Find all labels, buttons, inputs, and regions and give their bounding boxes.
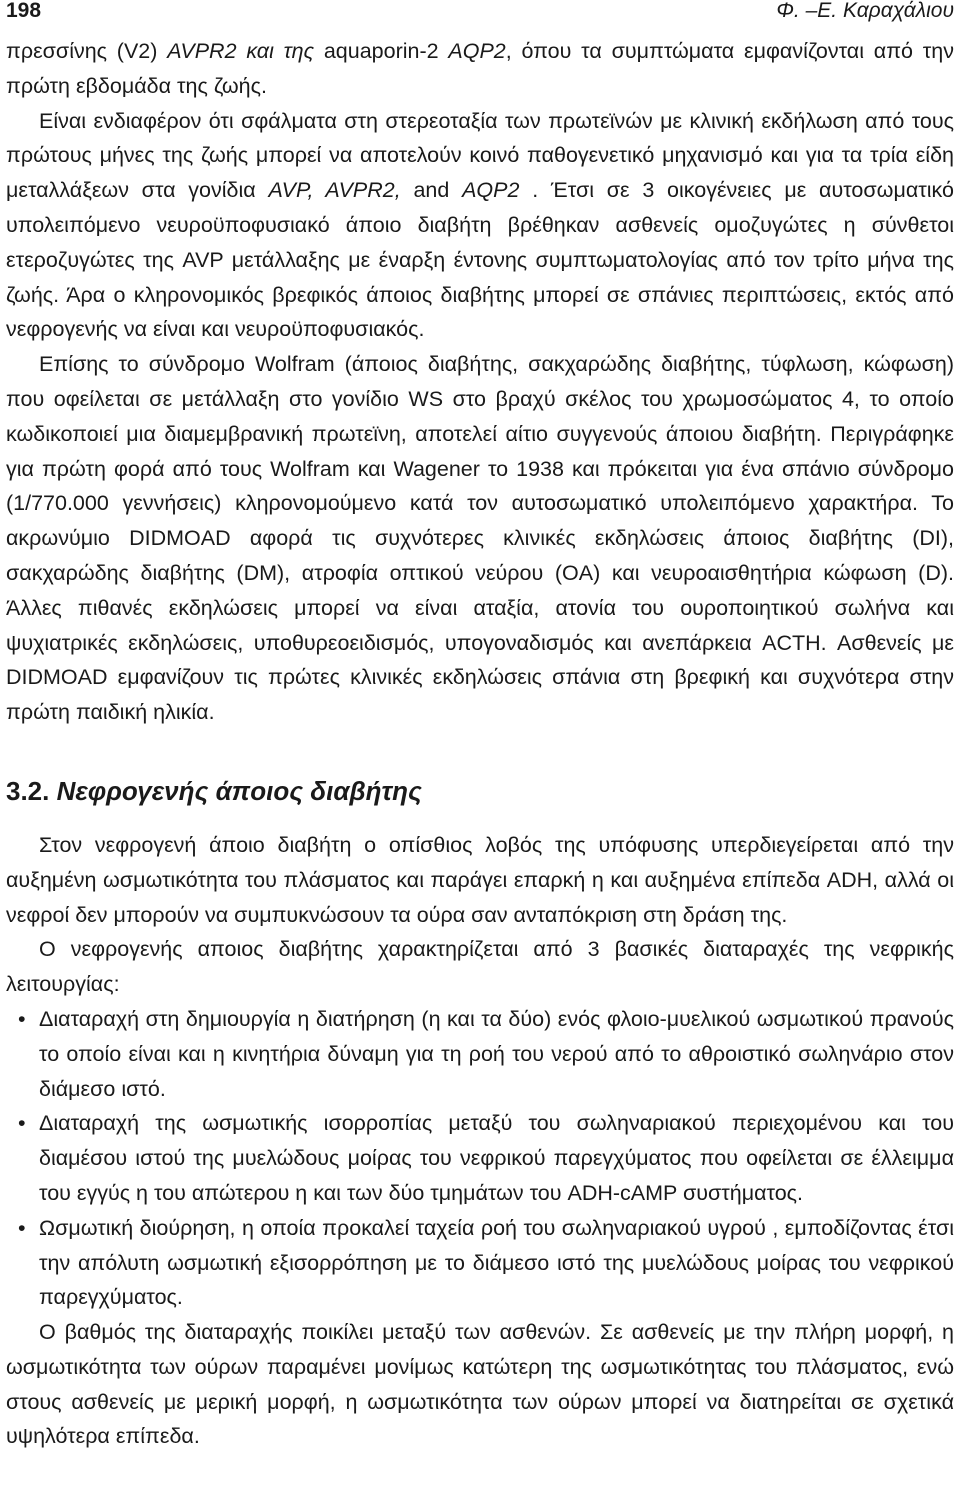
- text-segment: aquaporin-2: [314, 39, 449, 63]
- section-number: 3.2.: [6, 775, 50, 806]
- list-item-text: Διαταραχή στη δημιουργία η διατήρηση (η και τα δύο) ενός φλοιο-μυελικού ωσμωτικού πρανούς το οποίο είναι και η κινητήρια δύναμη για τη ροή του νερού από το αθροιστικό σωληνάριο στον διάμεσο ιστό.: [39, 1006, 954, 1101]
- section-heading: [6, 774, 954, 808]
- text-segment: . Έτσι σε 3 οικογένειες με αυτοσωματικό υπολειπόμενο νευροϋποφυσιακό άποιο διαβήτη βρέθηκαν ασθενείς ομοζυγώτες η σύνθετοι ετεροζυγώτες της AVP μετάλλαξης με έναρξη έντονης συμπτωματολογίας από τον τρίτο μήνα της ζωής. Άρα ο κληρονομικός βρεφικός άποιος διαβήτης μπορεί σε σπάνιες περιπτώσεις, εκτός από νεφρογενής να είναι και νευροϋποφυσιακός.: [6, 178, 954, 342]
- text-segment: Είναι ενδιαφέρον ότι σφάλματα στη στερεοταξία των πρωτεϊνών με κλινική εκδήλωση από τους πρώτους μήνες της ζωής μπορεί να αποτελούν κοινό παθογενετικό μηχανισμό και για τα τρία είδη μεταλλάξεων στα γονίδια: [6, 108, 954, 203]
- list-item: [6, 1002, 954, 1106]
- paragraph-section-lead: Ο νεφρογενής αποιος διαβήτης χαρακτηρίζεται από 3 βασικές διαταραχές της νεφρικής λειτουργίας:: [6, 937, 954, 997]
- body-text: [6, 34, 954, 1454]
- paragraph-continuation: [6, 34, 954, 104]
- running-head: [6, 0, 954, 34]
- text-segment: , όπου τα συμπτώματα εμφανίζονται από την πρώτη εβδομάδα της ζωής.: [6, 39, 954, 98]
- text-segment: πρεσσίνης (V2): [6, 39, 168, 63]
- gene-name-text: AVPR2 και της: [167, 39, 315, 63]
- gene-name-text: AQP2: [448, 39, 506, 63]
- paragraph-section-intro: Στον νεφρογενή άποιο διαβήτη ο οπίσθιος λοβός της υπόφυσης υπερδιεγείρεται από την αυξημένη ωσμωτικότητα του πλάσματος και παράγει επαρκή η και αυξημένα επίπεδα ADH, αλλά οι νεφροί δεν μπορούν να συμπυκνώσουν τα ούρα σαν ανταπόκριση στη δράση της.: [6, 832, 954, 927]
- gene-name-text: AVP, AVPR2,: [268, 178, 401, 203]
- section-title: Νεφρογενής άποιος διαβήτης: [56, 775, 422, 806]
- list-item-text: Ωσμωτική διούρηση, η οποία προκαλεί ταχεία ροή του σωληναριακού υγρού , εμποδίζοντας έτσι την απόλυτη ωσμωτική εξισορρόπηση με το διάμεσο ιστό της μυελώδους μοίρας του νεφρικού παρεγχύματος.: [39, 1215, 954, 1310]
- list-item-text: Διαταραχή της ωσμωτικής ισορροπίας μεταξύ του σωληναριακού περιεχομένου και του διαμέσου ιστού της μυελώδους μοίρας του νεφρικού παρεγχύματος που οφείλεται σε έλλειμμα του εγγύς η του απώτερου η και των δύο τμημάτων του ADH-cAMP συστήματος.: [39, 1111, 954, 1205]
- bullet-icon: •: [18, 1215, 26, 1240]
- bullet-icon: •: [18, 1006, 26, 1031]
- text-segment: Επίσης το σύνδρομο Wolfram (άποιος διαβήτης, σακχαρώδης διαβήτης, τύφλωση, κώφωση) που οφείλεται σε μετάλλαξη στο γονίδιο WS στο βραχύ σκέλος του χρωμοσώματος 4, το οποίο κωδικοποιεί μια διαμεμβρανική πρωτεϊνη, αποτελεί αίτιο συγγενούς άποιου διαβήτη. Περιγράφηκε για πρώτη φορά από τους Wolfram και Wagener το 1938 και πρόκειται για ένα σπάνιο σύνδρομο (1/770.000 γεννήσεις) κληρονομούμενο κατά τον αυτοσωματικό υπολειπόμενο χαρακτήρα. Το ακρωνύμιο DIDMOAD αφορά τις συχνότερες κλινικές εκδηλώσεις άποιος διαβήτης (DI), σακχαρώδης διαβήτης (DM), ατροφία οπτικού νεύρου (OA) και νευροαισθητήρια κώφωση (D). Άλλες πιθανές εκδηλώσεις μπορεί να είναι αταξία, ατονία του ουροποιητικού σωλήνα και ψυχιατρικές εκδηλώσεις, υποθυρεοειδισμός, υπογοναδισμός και ανεπάρκεια ACTH. Ασθενείς με DIDMOAD εμφανίζουν τις πρώτες κλινικές εκδηλώσεις σπάνια στη βρεφική και συχνότερα στην πρώτη παιδική ηλικία.: [6, 352, 954, 725]
- bullet-icon: •: [18, 1111, 26, 1136]
- page-number: 198: [6, 0, 42, 22]
- header-author: Φ. –Ε. Καραχάλιου: [776, 0, 954, 22]
- paragraph-wolfram-syndrome: [6, 347, 954, 730]
- gene-name-text: AQP2: [462, 178, 520, 203]
- text-segment: and: [400, 178, 463, 203]
- list-item: [6, 1211, 954, 1315]
- paragraph-closing: Ο βαθμός της διαταραχής ποικίλει μεταξύ των ασθενών. Σε ασθενείς με την πλήρη μορφή, η ωσμωτικότητα των ούρων παραμένει μονίμως κατώτερη της ωσμωτικότητας του πλάσματος, ενώ στους ασθενείς με μερική μορφή, η ωσμωτικότητα των ούρων μπορεί να διατηρείται σε σχετικά υψηλότερα επίπεδα.: [6, 1320, 954, 1449]
- list-item: [6, 1106, 954, 1210]
- bullet-list: [6, 1002, 954, 1315]
- paragraph-protein-folding: [6, 104, 954, 348]
